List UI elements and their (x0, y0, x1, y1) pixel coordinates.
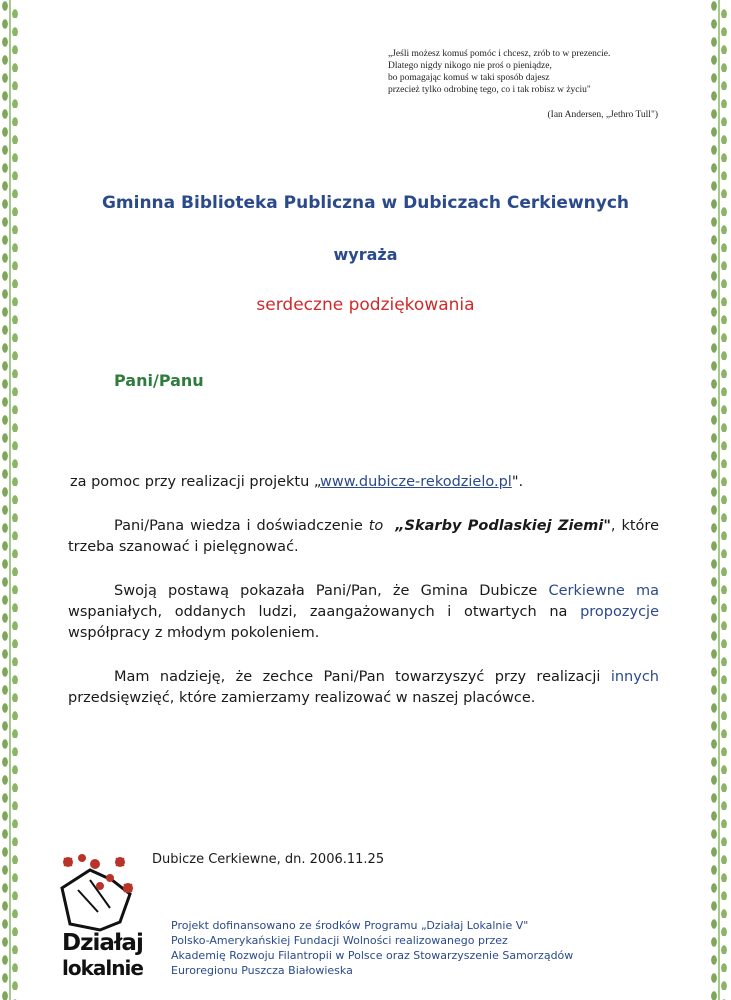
funding-line: Akademię Rozwoju Filantropii w Polsce oraz Stowarzyszenie Samorządów (171, 949, 574, 962)
logo-word-lokalnie: lokalnie (62, 956, 143, 980)
funding-note (171, 918, 611, 978)
paragraph-text: , które trzeba szanować i pielęgnować. (68, 518, 659, 555)
quote-author: (Ian Andersen, „Jethro Tull") (547, 110, 658, 120)
paragraph-text: to (368, 518, 384, 534)
paragraph-project (70, 474, 523, 490)
funding-line: Projekt dofinansowano ze środków Programu „Działaj Lokalnie V" (171, 919, 529, 932)
paragraph-text: Cerkiewne ma (548, 583, 659, 599)
place-date-line: Dubicze Cerkiewne, dn. 2006.11.25 (152, 852, 385, 867)
funding-line: Polsko-Amerykańskiej Fundacji Wolności realizowanego przez (171, 934, 508, 947)
addressee-line: Pani/Panu (114, 371, 204, 390)
paragraph-text: Swoją postawą pokazała Pani/Pan, że Gmina Dubicze (114, 583, 549, 599)
paragraph-text: Pani/Pana wiedza i doświadczenie (114, 518, 369, 534)
paragraph-hope (68, 667, 659, 709)
paragraph-text: ". (511, 474, 524, 490)
paragraph-text: za pomoc przy realizacji projektu „ (70, 474, 321, 490)
project-website-link[interactable]: www.dubicze-rekodzielo.pl (320, 474, 512, 490)
expresses-line: wyraża (333, 245, 398, 264)
right-vine-border (709, 0, 731, 1000)
quote-line: „Jeśli możesz komuś pomóc i chcesz, zrób to w prezencie. (388, 49, 611, 59)
left-vine-border (0, 0, 22, 1000)
funding-line: Euroregionu Puszcza Białowieska (171, 964, 353, 977)
paragraph-text: propozycje (580, 604, 659, 620)
paragraph-text: Mam nadzieję, że zechce Pani/Pan towarzyszyć przy realizacji (114, 669, 611, 685)
issuer-title: Gminna Biblioteka Publiczna w Dubiczach Cerkiewnych (101, 193, 630, 213)
paragraph-attitude (68, 581, 659, 644)
logo-word-dzialaj: Działaj (62, 930, 143, 956)
treasures-phrase: „Skarby Podlaskiej Ziemi" (395, 518, 611, 534)
paragraph-text: innych (610, 669, 659, 685)
quote-line: przecież tylko odrobinę tego, co i tak robisz w życiu" (388, 85, 591, 95)
paragraph-text: wspaniałych, oddanych ludzi, zaangażowanych i otwartych na (68, 604, 581, 620)
epigraph-quote (388, 48, 658, 96)
quote-line: bo pomagając komuś w taki sposób dajesz (388, 73, 550, 83)
thanks-heading: serdeczne podziękowania (256, 295, 475, 315)
paragraph-text: przedsięwzięć, które zamierzamy realizować w naszej placówce. (68, 690, 536, 706)
paragraph-text: współpracy z młodym pokoleniem. (68, 625, 320, 641)
quote-line: Dlatego nigdy nikogo nie proś o pieniądze, (388, 61, 552, 71)
paragraph-knowledge (68, 516, 659, 558)
